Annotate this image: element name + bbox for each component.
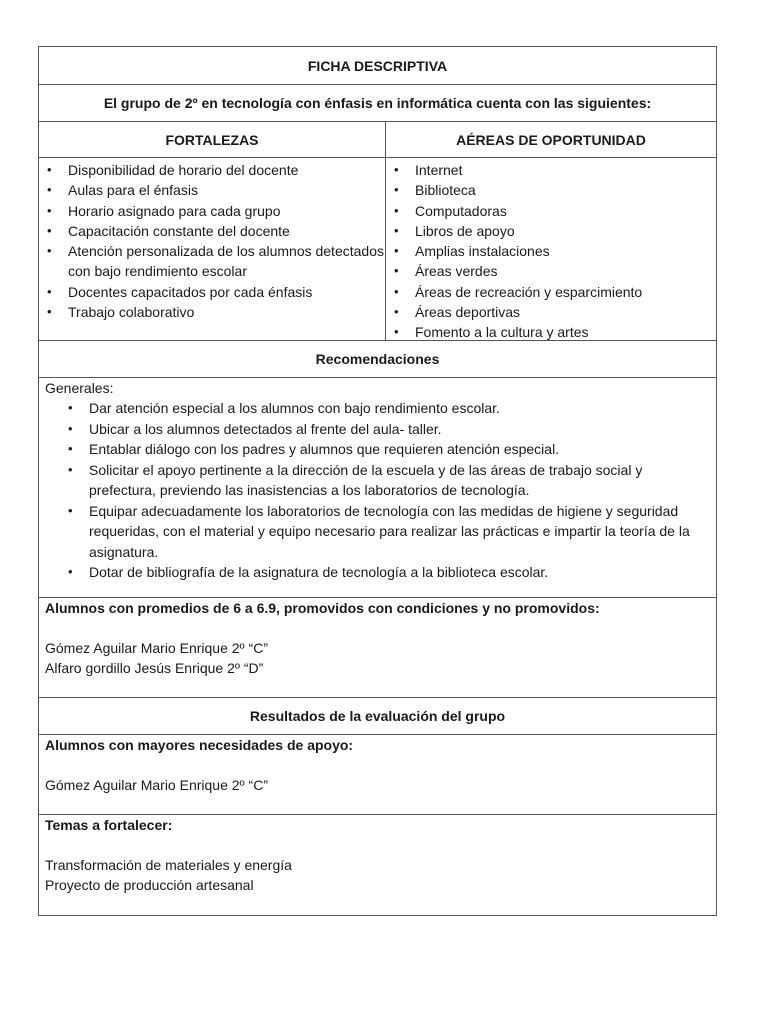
intro-text: El grupo de 2º en tecnología con énfasis en informática cuenta con las siguientes: — [103, 95, 652, 111]
promedios-label: Alumnos con promedios de 6 a 6.9, promovidos con condiciones y no promovidos: — [45, 600, 600, 616]
intro-row — [39, 85, 716, 122]
fortalezas-list — [39, 160, 385, 322]
list-item: • Disponibilidad de horario del docente — [39, 160, 385, 180]
student-name: Gómez Aguilar Mario Enrique 2º “C” — [45, 640, 268, 656]
apoyo-label: Alumnos con mayores necesidades de apoyo: — [45, 737, 354, 753]
list-item: • Horario asignado para cada grupo — [39, 201, 385, 221]
title-row — [39, 47, 716, 85]
list-item: • Áreas deportivas — [386, 302, 716, 322]
list-item: • Trabajo colaborativo — [39, 302, 385, 322]
list-item: • Amplias instalaciones — [386, 241, 716, 261]
list-item: • Biblioteca — [386, 180, 716, 200]
oportunidades-cell — [386, 158, 716, 340]
list-item: • Solicitar el apoyo pertinente a la dirección de la escuela y de las áreas de trabajo social y prefectura, previendo las inasistencias a los laboratorios de tecnología. — [45, 460, 692, 501]
recomendaciones-header-row — [39, 341, 716, 378]
list-item: • Áreas de recreación y esparcimiento — [386, 282, 716, 302]
list-item: • Docentes capacitados por cada énfasis — [39, 282, 385, 302]
oportunidades-list — [386, 160, 716, 343]
apoyo-row — [39, 735, 716, 815]
temas-label: Temas a fortalecer: — [45, 817, 173, 833]
document-title: FICHA DESCRIPTIVA — [307, 57, 448, 74]
list-item: • Computadoras — [386, 201, 716, 221]
fortalezas-cell — [39, 158, 386, 340]
list-item: • Dotar de bibliografía de la asignatura de tecnología a la biblioteca escolar. — [45, 562, 692, 583]
list-item: • Internet — [386, 160, 716, 180]
column-headers-row — [39, 122, 716, 158]
student-name: Gómez Aguilar Mario Enrique 2º “C” — [45, 777, 268, 793]
oportunidades-header: AÉREAS DE OPORTUNIDAD — [456, 131, 646, 148]
student-name: Alfaro gordillo Jesús Enrique 2º “D” — [45, 660, 264, 677]
tema-item: Transformación de materiales y energía — [45, 857, 292, 873]
tema-item: Proyecto de producción artesanal — [45, 877, 254, 894]
recomendaciones-header: Recomendaciones — [315, 351, 440, 367]
fortalezas-header: FORTALEZAS — [39, 122, 386, 157]
list-item: • Capacitación constante del docente — [39, 221, 385, 241]
list-item: • Fomento a la cultura y artes — [386, 322, 716, 342]
list-item: • Atención personalizada de los alumnos detectados con bajo rendimiento escolar — [39, 241, 385, 282]
ficha-descriptiva-table — [38, 46, 717, 916]
resultados-header: Resultados de la evaluación del grupo — [249, 708, 506, 724]
generales-label: Generales: — [45, 380, 114, 396]
list-item: • Ubicar a los alumnos detectados al frente del aula- taller. — [45, 419, 692, 440]
resultados-header-row — [39, 698, 716, 735]
promedios-row — [39, 598, 716, 698]
list-item: • Entablar diálogo con los padres y alumnos que requieren atención especial. — [45, 439, 692, 460]
list-item: • Aulas para el énfasis — [39, 180, 385, 200]
list-item: • Áreas verdes — [386, 261, 716, 281]
list-item: • Dar atención especial a los alumnos con bajo rendimiento escolar. — [45, 398, 692, 419]
lists-row — [39, 158, 716, 341]
list-item: • Libros de apoyo — [386, 221, 716, 241]
list-item: • Equipar adecuadamente los laboratorios de tecnología con las medidas de higiene y seguridad requeridas, con el material y equipo necesario para realizar las prácticas e impartir la teoría de la asignatura. — [45, 501, 692, 563]
recomendaciones-list — [45, 398, 710, 583]
recomendaciones-row — [39, 378, 716, 598]
temas-row — [39, 815, 716, 915]
